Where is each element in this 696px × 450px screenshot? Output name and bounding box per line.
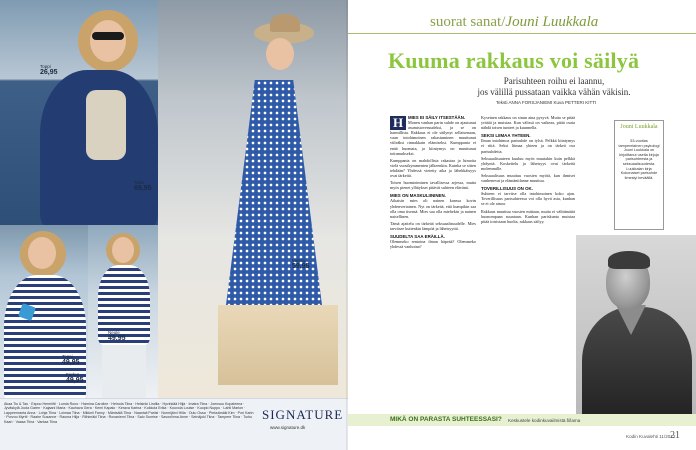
price-tag-2: [134, 180, 152, 192]
signature-url[interactable]: www.signature.dk: [270, 425, 306, 430]
store-list: Akaa Tiu & Tau · Espoo Hermiitti · Lumia Runo · Hamina Caroline · Heinola Tiina · Helsinki Lindlia · Hyvinkää Hilja · Imatra Tiina · Joensuu Kopaleena · Jyväskylä Joola Garen · Kajaani Maria · Kauhava Gera · Kemi Kapalo · Kerava Karina · Kokkola Erika · Kouvola Louise · Kuopio Nuppu · Lahti Marion · Lappeenranta Anna · Lohja Tiina · Loimaa Tiina · Mikkeli Fanny · Mäntsälä Tiina · Naantali Pariisi · Nurmijärvi Hilla · Oulu Ossa · Pieksämäki Kim · Pori Karin · Porvoo Myrtti · Raahe Susanne · Rauma Hilja · Riihimäki Tiina · Rovaniemi Tiina · Salo Sunrise · Savonlinna Anne · Seinäjoki Tiina · Tampere Tiina · Turku Kaari · Vaasa Tiina · Vantaa Tiina: [4, 402, 254, 424]
price-tag-4: [108, 330, 126, 342]
kicker-author: Jouni Luukkala: [505, 14, 599, 30]
paragraph: Kumppania on mahdollista rakastaa ja himoita vielä vuosikymmenten jälkeenkin. Kuinka se sitten tehdään? Yhdessä vietetty aika ja lähekkäisyys ovat tärkeitä.: [390, 157, 476, 179]
paragraph: Rakkaus muuttuu vuosien mittaan, mutta ei välttämättä huonompaan suuntaan. Kunhan pariskunta muistaa pitää toisistaan huolta, rakkaus säilyy.: [481, 208, 575, 224]
deck-line: jos välillä pussataan vaikka vähän väkisin.: [477, 87, 631, 97]
price-name: Toppi: [40, 64, 51, 69]
footer-teaser: Keskustele kodinkuvailmistä.fi/lama: [508, 418, 581, 423]
article-deck: [443, 76, 665, 98]
paragraph: Suhteen ei tarvitse olla intohimoinen koko ajan. Toverillisuus parisuhteessa voi olla hyvä asia, kunhan se ei ole ainoa.: [481, 191, 575, 207]
price-name: Mekko: [292, 258, 306, 263]
price-value: 69,95: [134, 185, 152, 192]
deck-line: Parisuhteen roihu ei laannu,: [503, 76, 605, 86]
author-info-box: [614, 120, 664, 230]
price-tag-6: [66, 372, 84, 384]
author-name: Jouni Luukkala: [620, 124, 658, 130]
magazine-issue: Kodin Kuvalehti 11/2012: [626, 434, 676, 439]
price-value: 49,95: [66, 377, 84, 384]
photo-polka-dress-woman: [158, 0, 348, 398]
paragraph: Ilman intohimoa parisuhde on tylsä. Pelkkä kiintymys ei riitä. Seksi liimaa yhteen ja on tärkeä osa parisuhdetta.: [481, 138, 575, 154]
column-kicker: [430, 14, 598, 31]
byline: Teksti ANNA FORSJANIEMI Kuva PETTERI KITTI: [496, 100, 597, 105]
kicker-text: suorat sanat/: [430, 14, 506, 30]
paragraph: Seksuaalisuus muuttuu vuosien myötä, kun ihmiset vanhenevat ja elämäntilanne muuttuu.: [481, 172, 575, 184]
price-name: Takki: [134, 180, 145, 185]
price-tag-1: [40, 64, 58, 76]
signature-logo: SIGNATURE: [262, 407, 344, 422]
paragraph: Monen vanhan parin suhde on ajautunut asumistoveruudeksi, ja se on harmillista. Rakkaus ei ole säilynyt sellaisenaan, vaan intohimoinen rakastuminen muuttunut viileäksi rinnakkain elämiseksi. Kumppania ei enää huomata, ja kiintymys on muuttunut tottumukseksi.: [390, 120, 476, 156]
subheading: SUUDELTA SAA ERÄILLÄ.: [390, 233, 445, 239]
subheading: SEKSI LIIMAA YHTEEN.: [481, 133, 531, 139]
author-bio: 53-vuotias tamperelainen psykologi Jouni Luukkala on kirjoittanut useita kirjoja parisuhteesta ja seksuaalisuudesta. Luukkalan kirja Kokonaiset parisuhde ilmestyi keväällä.: [618, 139, 660, 180]
photo-striped-top-woman: [88, 225, 158, 398]
footer-question: MIKÄ ON PARASTA SUHTEESSASI?: [390, 416, 502, 423]
article-column-2: [481, 115, 575, 226]
paragraph: Tämä ajattelu on tärkeää seksuaalisuudelle. Mies tarvitsee kuitenkin lämpöä ja läheisyyttä.: [390, 220, 476, 231]
paragraph: Kyseinen rakkaus on sinun aina pysyvä. Mutta se pitää yrittää ja muistaa. Kun välissä on vaikeaa, pitää osata nähdä toisen tunteet ja kuunnella.: [481, 115, 575, 131]
paragraph: Aikaisin mies oli nainen kanssa kovin yhdenvertainen. Nyt on tärkeää, että kumpikin saa olla oma itsensä. Mies saa olla miehekäs ja nainen naisellinen.: [390, 198, 476, 219]
article-page: [348, 0, 696, 450]
article-headline: Kuuma rakkaus voi säilyä: [388, 48, 640, 73]
price-value: 26,95: [40, 69, 58, 76]
price-name: Toppi: [62, 354, 73, 359]
price-value: 59,95: [292, 263, 310, 270]
price-tag-3: [292, 258, 310, 270]
paragraph: Seksuaalisuuteen kuuluu myös muutakin kuin pelkkä yhdyntä. Koskettelu ja läheisyys ovat tärkeitä molemmille.: [481, 155, 575, 171]
subheading: MIES ON MASKULIININEN.: [390, 193, 446, 199]
paragraph: Olemmeko rentoina ilman häpeää? Olemmeko yhdessä vanhoina?: [390, 239, 476, 250]
subheading: TOVERILLISUUS ON OK.: [481, 186, 533, 192]
author-portrait: [576, 235, 696, 415]
price-name: Farkut: [66, 372, 79, 377]
price-value: 49,95: [108, 335, 126, 342]
page-number: 21: [670, 430, 680, 441]
price-name: Neule: [108, 330, 120, 335]
store-list-footer: [0, 398, 348, 450]
subheading: MIES EI SÄILY ITSESTÄÄN.: [408, 115, 466, 120]
price-tag-5: [62, 354, 80, 366]
drop-cap: H: [390, 116, 406, 130]
kicker-rule: [348, 33, 696, 34]
paragraph: Toisen huomioiminen tavallisessa arjessa, mutta myös pienet yllätykset pitävät suhteen elävänä.: [390, 180, 476, 191]
article-column-1: [390, 115, 476, 251]
price-value: 49,95: [62, 359, 80, 366]
